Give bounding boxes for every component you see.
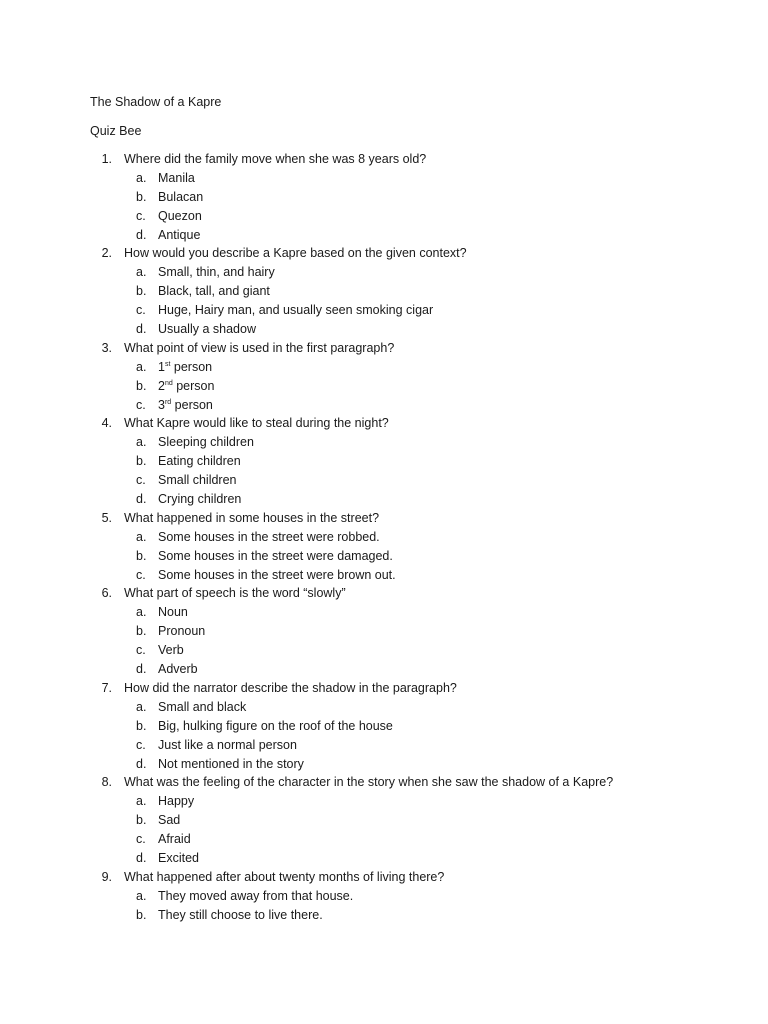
- question: [0, 868, 768, 887]
- answer-option: [0, 207, 768, 226]
- question-text: What happened after about twenty months of living there?: [124, 869, 445, 884]
- answer-option: [0, 377, 768, 396]
- answer-option: [0, 906, 768, 925]
- question-list: [0, 150, 768, 925]
- answer-option: [0, 566, 768, 585]
- option-letter: d.: [136, 850, 147, 865]
- option-letter: c.: [136, 473, 146, 488]
- ordinal-suffix: st: [164, 360, 171, 368]
- option-text: They moved away from that house.: [158, 888, 354, 903]
- question-number: 9.: [101, 869, 112, 884]
- option-text: Adverb: [158, 662, 198, 677]
- answer-option: [0, 547, 768, 566]
- answer-option: [0, 717, 768, 736]
- answer-option: [0, 641, 768, 660]
- option-letter: b.: [136, 189, 147, 204]
- option-text: Small, thin, and hairy: [158, 265, 275, 280]
- option-text: Bulacan: [158, 189, 204, 204]
- answer-option: [0, 736, 768, 755]
- option-letter: b.: [136, 454, 147, 469]
- ordinal-suffix: rd: [164, 398, 172, 406]
- option-text: Sleeping children: [158, 435, 254, 450]
- question: [0, 150, 768, 169]
- question: [0, 414, 768, 433]
- option-text: Some houses in the street were robbed.: [158, 529, 380, 544]
- answer-option: [0, 188, 768, 207]
- answer-option: [0, 490, 768, 509]
- answer-option: [0, 622, 768, 641]
- option-letter: d.: [136, 227, 147, 242]
- option-letter: a.: [136, 529, 147, 544]
- ordinal-suffix: nd: [164, 379, 173, 387]
- option-letter: b.: [136, 624, 147, 639]
- answer-option: [0, 811, 768, 830]
- option-letter: a.: [136, 605, 147, 620]
- option-letter: b.: [136, 284, 147, 299]
- option-letter: b.: [136, 378, 147, 393]
- question-number: 4.: [101, 416, 112, 431]
- option-letter: c.: [136, 303, 146, 318]
- option-letter: c.: [136, 737, 146, 752]
- option-text: Small children: [158, 473, 237, 488]
- question: [0, 584, 768, 603]
- answer-option: [0, 263, 768, 282]
- option-text: Afraid: [158, 832, 191, 847]
- answer-option: [0, 830, 768, 849]
- option-text: Crying children: [158, 492, 242, 507]
- document-title: The Shadow of a Kapre: [90, 95, 222, 109]
- question-text: How would you describe a Kapre based on the given context?: [124, 246, 467, 261]
- answer-option: [0, 226, 768, 245]
- answer-option: [0, 698, 768, 717]
- answer-option: [0, 358, 768, 377]
- option-text: Just like a normal person: [158, 737, 297, 752]
- option-letter: a.: [136, 794, 147, 809]
- question: [0, 339, 768, 358]
- answer-option: [0, 301, 768, 320]
- answer-option: [0, 755, 768, 774]
- option-text: Some houses in the street were damaged.: [158, 548, 393, 563]
- question-number: 7.: [101, 680, 112, 695]
- option-letter: b.: [136, 813, 147, 828]
- question-text: What happened in some houses in the street?: [124, 510, 380, 525]
- option-letter: a.: [136, 359, 147, 374]
- option-letter: d.: [136, 322, 147, 337]
- answer-option: [0, 169, 768, 188]
- question: [0, 244, 768, 263]
- question-number: 1.: [101, 152, 112, 166]
- option-letter: a.: [136, 888, 147, 903]
- question-text: Where did the family move when she was 8 years old?: [124, 152, 427, 166]
- question-number: 6.: [101, 586, 112, 601]
- question-number: 5.: [101, 510, 112, 525]
- option-text: Not mentioned in the story: [158, 756, 304, 771]
- question-text: What Kapre would like to steal during the night?: [124, 416, 389, 431]
- option-text: Black, tall, and giant: [158, 284, 270, 299]
- answer-option: [0, 471, 768, 490]
- option-letter: d.: [136, 492, 147, 507]
- document-subtitle: Quiz Bee: [90, 124, 142, 138]
- option-letter: c.: [136, 397, 146, 412]
- answer-option: [0, 603, 768, 622]
- answer-option: [0, 282, 768, 301]
- option-letter: d.: [136, 756, 147, 771]
- option-text: Quezon: [158, 208, 202, 223]
- option-text: 1st person: [158, 359, 213, 374]
- option-letter: a.: [136, 170, 147, 185]
- option-text: 3rd person: [158, 397, 213, 412]
- option-text: Happy: [158, 794, 195, 809]
- option-letter: c.: [136, 567, 146, 582]
- option-text: 2nd person: [158, 378, 215, 393]
- option-letter: a.: [136, 699, 147, 714]
- answer-option: [0, 887, 768, 906]
- option-text: Manila: [158, 170, 195, 185]
- option-text: Some houses in the street were brown out.: [158, 567, 396, 582]
- option-letter: b.: [136, 548, 147, 563]
- question-text: What part of speech is the word “slowly”: [124, 586, 346, 601]
- answer-option: [0, 320, 768, 339]
- option-text: Sad: [158, 813, 181, 828]
- option-text: Usually a shadow: [158, 322, 256, 337]
- option-letter: b.: [136, 907, 147, 922]
- answer-option: [0, 433, 768, 452]
- question-number: 3.: [101, 340, 112, 355]
- question: [0, 679, 768, 698]
- option-text: Pronoun: [158, 624, 206, 639]
- option-text: Eating children: [158, 454, 241, 469]
- question: [0, 509, 768, 528]
- answer-option: [0, 792, 768, 811]
- question-text: What point of view is used in the first paragraph?: [124, 340, 395, 355]
- question: [0, 773, 768, 792]
- option-text: Huge, Hairy man, and usually seen smoking cigar: [158, 303, 434, 318]
- answer-option: [0, 528, 768, 547]
- option-text: Excited: [158, 850, 199, 865]
- question-number: 8.: [101, 775, 112, 790]
- option-text: Noun: [158, 605, 188, 620]
- option-letter: b.: [136, 718, 147, 733]
- option-text: Small and black: [158, 699, 247, 714]
- option-letter: a.: [136, 435, 147, 450]
- option-letter: c.: [136, 208, 146, 223]
- option-text: They still choose to live there.: [158, 907, 323, 922]
- option-text: Antique: [158, 227, 201, 242]
- answer-option: [0, 849, 768, 868]
- question-text: What was the feeling of the character in the story when she saw the shadow of a Kapre?: [124, 775, 614, 790]
- option-text: Verb: [158, 643, 184, 658]
- option-letter: c.: [136, 832, 146, 847]
- option-text: Big, hulking figure on the roof of the house: [158, 718, 393, 733]
- answer-option: [0, 396, 768, 415]
- question-number: 2.: [101, 246, 112, 261]
- question-text: How did the narrator describe the shadow in the paragraph?: [124, 680, 457, 695]
- option-letter: a.: [136, 265, 147, 280]
- answer-option: [0, 660, 768, 679]
- option-letter: d.: [136, 662, 147, 677]
- option-letter: c.: [136, 643, 146, 658]
- answer-option: [0, 452, 768, 471]
